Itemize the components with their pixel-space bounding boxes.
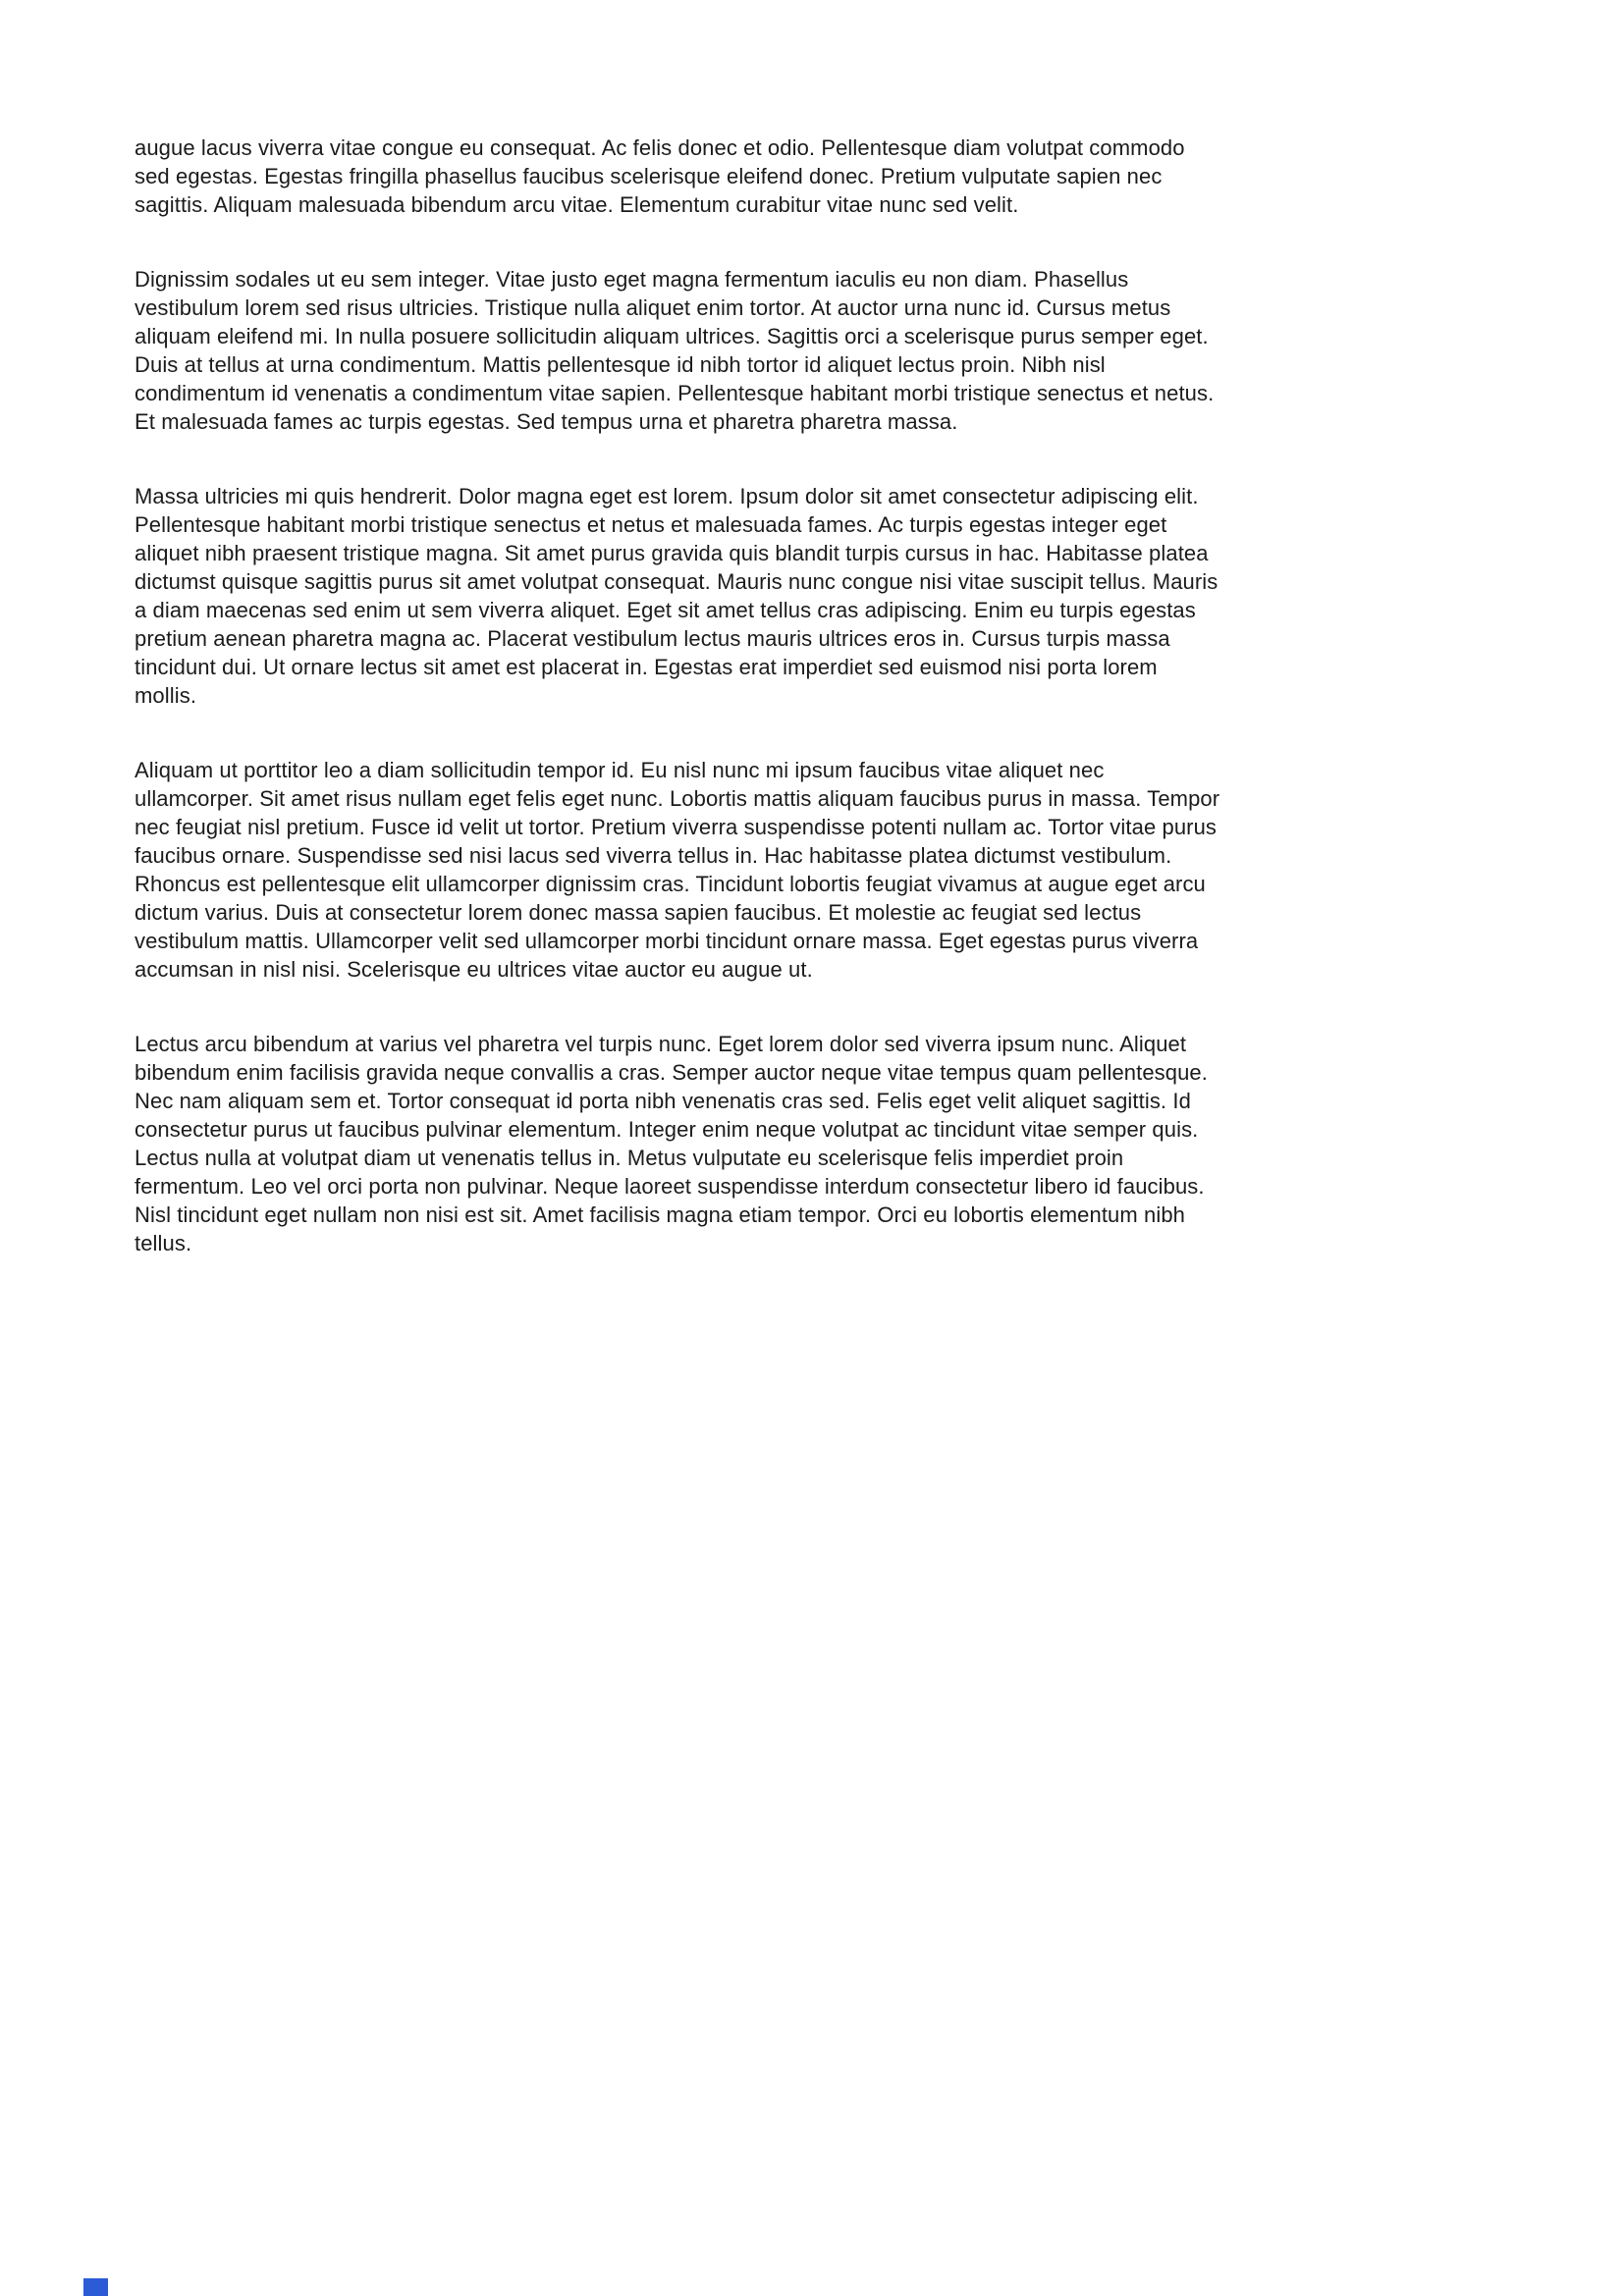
paragraph-3: Massa ultricies mi quis hendrerit. Dolor magna eget est lorem. Ipsum dolor sit amet consectetur adipiscing elit. Pellentesque habitant morbi tristique senectus et netus et malesuada fames. Ac turpis egestas integer eget aliquet nibh praesent tristique magna. Sit amet purus gravida quis blandit turpis cursus in hac. Habitasse platea dictumst quisque sagittis purus sit amet volutpat consequat. Mauris nunc congue nisi vitae suscipit tellus. Mauris a diam maecenas sed enim ut sem viverra aliquet. Eget sit amet tellus cras adipiscing. Enim eu turpis egestas pretium aenean pharetra magna ac. Placerat vestibulum lectus mauris ultrices eros in. Cursus turpis massa tincidunt dui. Ut ornare lectus sit amet est placerat in. Egestas erat imperdiet sed euismod nisi porta lorem mollis. bbox=[135, 484, 1218, 708]
document-text-body bbox=[135, 133, 1224, 1304]
paragraph-2: Dignissim sodales ut eu sem integer. Vitae justo eget magna fermentum iaculis eu non diam. Phasellus vestibulum lorem sed risus ultricies. Tristique nulla aliquet enim tortor. At auctor urna nunc id. Cursus metus aliquam eleifend mi. In nulla posuere sollicitudin aliquam ultrices. Sagittis orci a scelerisque purus semper eget. Duis at tellus at urna condimentum. Mattis pellentesque id nibh tortor id aliquet lectus proin. Nibh nisl condimentum id venenatis a condimentum vitae sapien. Pellentesque habitant morbi tristique senectus et netus. Et malesuada fames ac turpis egestas. Sed tempus urna et pharetra pharetra massa. bbox=[135, 267, 1215, 434]
bottom-left-accent-fragment bbox=[83, 2278, 108, 2296]
paragraph-1: augue lacus viverra vitae congue eu consequat. Ac felis donec et odio. Pellentesque diam volutpat commodo sed egestas. Egestas fringilla phasellus faucibus scelerisque eleifend donec. Pretium vulputate sapien nec sagittis. Aliquam malesuada bibendum arcu vitae. Elementum curabitur vitae nunc sed velit. bbox=[135, 135, 1185, 217]
paragraph-4: Aliquam ut porttitor leo a diam sollicitudin tempor id. Eu nisl nunc mi ipsum faucibus vitae aliquet nec ullamcorper. Sit amet risus nullam eget felis eget nunc. Lobortis mattis aliquam faucibus purus in massa. Tempor nec feugiat nisl pretium. Fusce id velit ut tortor. Pretium viverra suspendisse potenti nullam ac. Tortor vitae purus faucibus ornare. Suspendisse sed nisi lacus sed viverra tellus in. Hac habitasse platea dictumst vestibulum. Rhoncus est pellentesque elit ullamcorper dignissim cras. Tincidunt lobortis feugiat vivamus at augue eget arcu dictum varius. Duis at consectetur lorem donec massa sapien faucibus. Et molestie ac feugiat sed lectus vestibulum mattis. Ullamcorper velit sed ullamcorper morbi tincidunt ornare massa. Eget egestas purus viverra accumsan in nisl nisi. Scelerisque eu ultrices vitae auctor eu augue ut. bbox=[135, 758, 1220, 982]
paragraph-5: Lectus arcu bibendum at varius vel pharetra vel turpis nunc. Eget lorem dolor sed viverra ipsum nunc. Aliquet bibendum enim facilisis gravida neque convallis a cras. Semper auctor neque vitae tempus quam pellentesque. Nec nam aliquam sem et. Tortor consequat id porta nibh venenatis cras sed. Felis eget velit aliquet sagittis. Id consectetur purus ut faucibus pulvinar elementum. Integer enim neque volutpat ac tincidunt vitae semper quis. Lectus nulla at volutpat diam ut venenatis tellus in. Metus vulputate eu scelerisque felis imperdiet proin fermentum. Leo vel orci porta non pulvinar. Neque laoreet suspendisse interdum consectetur libero id faucibus. Nisl tincidunt eget nullam non nisi est sit. Amet facilisis magna etiam tempor. Orci eu lobortis elementum nibh tellus. bbox=[135, 1032, 1208, 1255]
